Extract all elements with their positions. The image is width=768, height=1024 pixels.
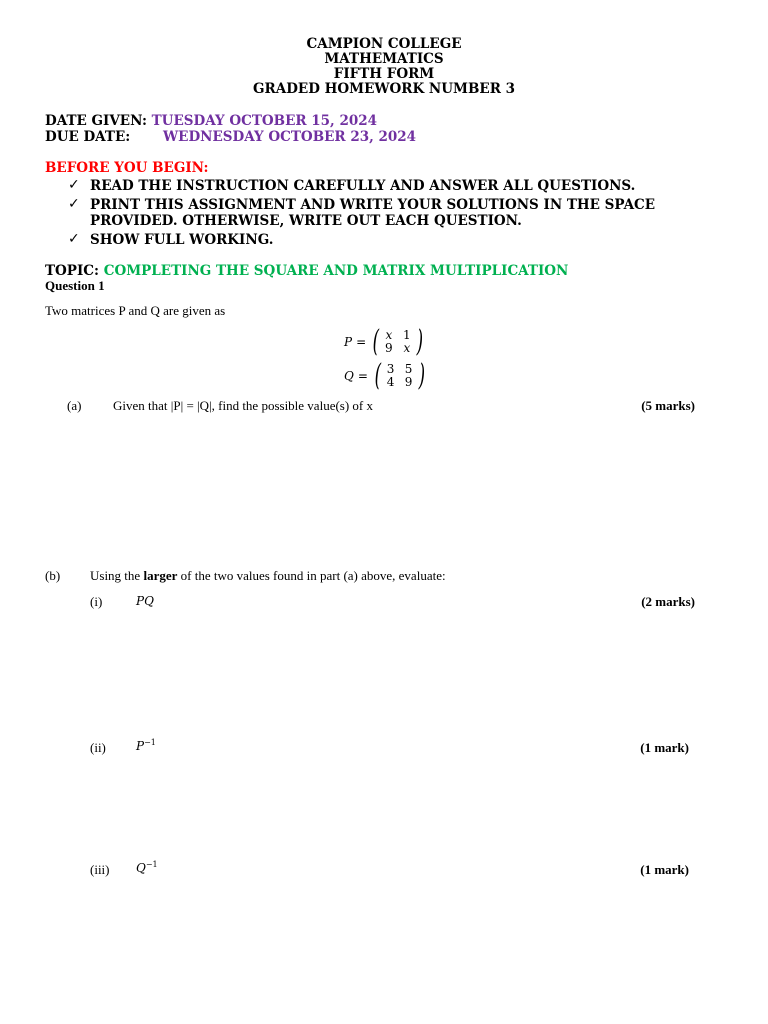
subject-name: MATHEMATICS — [324, 51, 444, 67]
part-a-label: (a) — [67, 398, 82, 413]
matrix-p-name: P — [344, 335, 353, 349]
due-date-value: WEDNESDAY OCTOBER 23, 2024 — [163, 129, 417, 145]
date-given-value: TUESDAY OCTOBER 15, 2024 — [151, 113, 378, 129]
part-b-iii-expr — [136, 860, 158, 875]
part-b-ii-label: (ii) — [90, 740, 106, 755]
part-b-iii-marks: (1 mark) — [640, 862, 689, 877]
matrix-entry: 1 — [403, 328, 411, 342]
part-b-ii-expr — [136, 738, 156, 753]
matrix-q: Q = ( 3 5 4 9 ) — [344, 358, 425, 393]
question-title: Question 1 — [45, 278, 105, 293]
due-date-row — [45, 129, 130, 145]
matrix-entry: 5 — [404, 362, 413, 376]
part-b-iii-label: (iii) — [90, 862, 110, 877]
before-you-begin-heading: BEFORE YOU BEGIN: — [45, 160, 209, 176]
part-b-i-expr: PQ — [136, 594, 154, 608]
date-given-label: DATE GIVEN: — [45, 113, 147, 129]
school-name: CAMPION COLLEGE — [306, 36, 462, 52]
matrix-entry: 9 — [385, 341, 393, 355]
part-b-ii-base: P — [136, 739, 145, 753]
check-icon: ✓ — [68, 231, 80, 247]
instruction-item-2-line-2: PROVIDED. OTHERWISE, WRITE OUT EACH QUESTION. — [90, 213, 522, 229]
part-b-text-after: of the two values found in part (a) above, evaluate: — [180, 568, 446, 583]
part-b-label: (b) — [45, 568, 61, 583]
matrix-entry: x — [385, 328, 393, 342]
part-b-iii-base: Q — [136, 861, 146, 875]
matrix-q-entries — [384, 363, 416, 389]
matrix-p-entries — [382, 329, 414, 355]
left-paren: ( — [374, 358, 381, 393]
right-paren: ) — [416, 324, 423, 359]
matrix-entry: 3 — [386, 362, 395, 376]
instruction-item-2-line-1: PRINT THIS ASSIGNMENT AND WRITE YOUR SOLUTIONS IN THE SPACE — [90, 197, 656, 213]
date-given-row — [45, 113, 377, 129]
topic-row — [45, 263, 568, 279]
matrix-q-name: Q — [344, 369, 354, 383]
question-intro: Two matrices P and Q are given as — [45, 303, 226, 318]
topic-value: COMPLETING THE SQUARE AND MATRIX MULTIPLICATION — [103, 263, 569, 279]
topic-label: TOPIC: — [45, 263, 99, 279]
part-a-text: Given that |P| = |Q|, find the possible value(s) of x — [113, 398, 374, 413]
matrix-p: P = ( x 1 9 x ) — [344, 324, 423, 359]
part-b-ii-marks: (1 mark) — [640, 740, 689, 755]
instruction-item-3: SHOW FULL WORKING. — [90, 232, 274, 248]
matrix-entry: 4 — [386, 375, 395, 389]
part-b-text-bold: larger — [143, 568, 178, 583]
matrix-entry: x — [403, 341, 411, 355]
part-b-iii-exponent: −1 — [145, 860, 158, 869]
instruction-item-1: READ THE INSTRUCTION CAREFULLY AND ANSWER ALL QUESTIONS. — [90, 178, 636, 194]
left-paren: ( — [372, 324, 380, 359]
check-icon: ✓ — [68, 196, 80, 212]
part-b-ii-exponent: −1 — [144, 738, 156, 747]
matrix-entry: 9 — [404, 375, 413, 389]
form-level: FIFTH FORM — [333, 66, 435, 82]
check-icon: ✓ — [68, 177, 80, 193]
right-paren: ) — [418, 358, 425, 393]
part-a-marks: (5 marks) — [641, 398, 695, 413]
part-b-text-before: Using the — [90, 568, 141, 583]
part-b-i-label: (i) — [90, 594, 103, 609]
part-b-i-marks: (2 marks) — [641, 594, 695, 609]
homework-title: GRADED HOMEWORK NUMBER 3 — [252, 81, 516, 97]
part-b-text — [90, 568, 446, 584]
due-date-label: DUE DATE: — [45, 129, 131, 145]
